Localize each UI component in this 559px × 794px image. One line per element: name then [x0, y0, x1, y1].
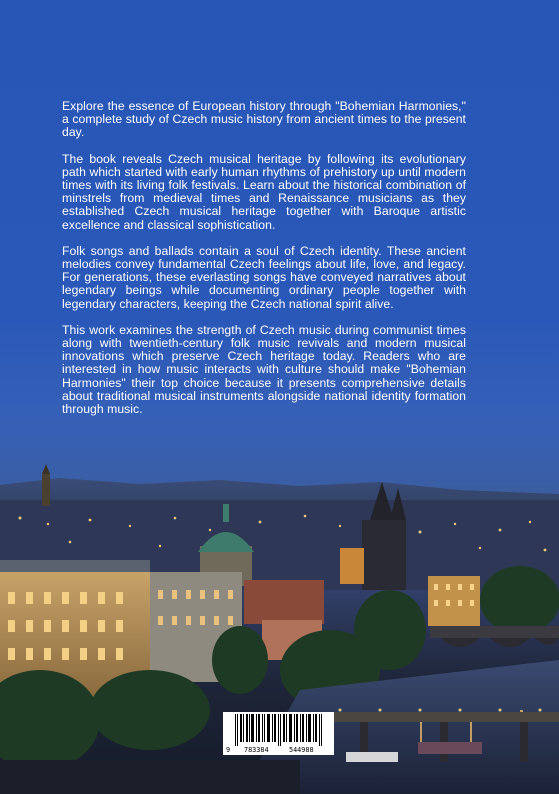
isbn-barcode [223, 712, 334, 755]
barcode-left-digits: 783384 [244, 746, 269, 754]
blurb-paragraph-3: Folk songs and ballads contain a soul of Czech identity. These ancient melodies convey fundamental Czech feelings about life, love, and legacy. For generations, these everlasting songs have conveyed narratives about legendary beings while documenting ordinary people together with legendary characters, keeping the Czech national spirit alive. [62, 243, 466, 311]
barcode-right-digits: 544988 [289, 746, 314, 754]
back-cover-blurb [62, 100, 466, 429]
blurb-paragraph-2: The book reveals Czech musical heritage by following its evolutionary path which started with early human rhythms of prehistory up until modern times with its living folk festivals. Learn about the historical combination of minstrels from medieval times and Renaissance musicians as they established Czech musical heritage together with Baroque artistic excellence and classical sophistication. [62, 151, 466, 232]
barcode-bars [223, 712, 334, 746]
blurb-paragraph-4: This work examines the strength of Czech music during communist times along with twentieth-century folk music revivals and modern musical innovations which preserve Czech heritage today. Readers who are interested in how music interacts with culture should make "Bohemian Harmonies" their top choice because it presents comprehensive details about traditional musical instruments alongside national identity formation through music. [62, 322, 466, 417]
barcode-lead-digit: 9 [226, 746, 231, 754]
blurb-paragraph-1: Explore the essence of European history through "Bohemian Harmonies," a complete study of Czech music history from ancient times to the present day. [62, 99, 466, 140]
